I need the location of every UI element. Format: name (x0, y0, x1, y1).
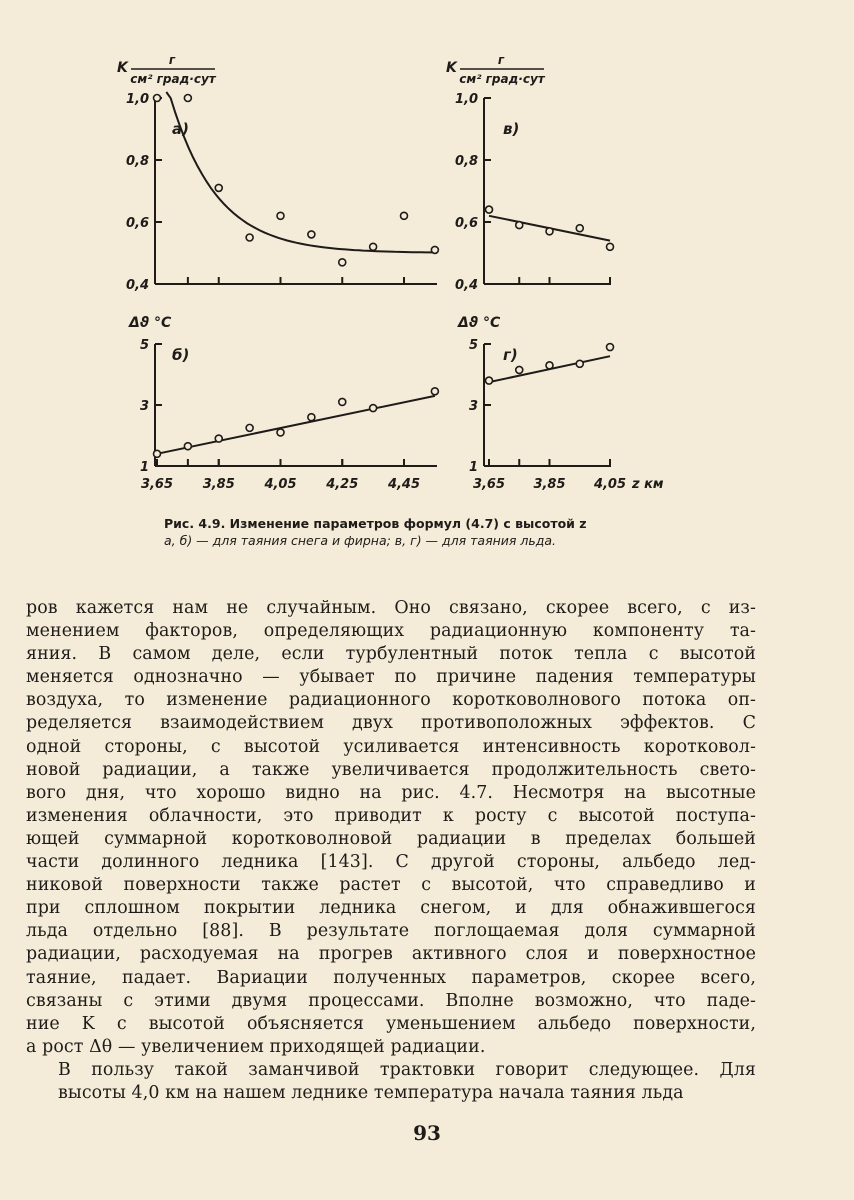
data-point (516, 222, 523, 229)
panel-label: а) (172, 120, 189, 138)
y-unit-numerator: г (497, 53, 505, 67)
text-line: таяние, падает. Вариации полученных параметров, скорее всего, (26, 967, 756, 988)
text-line: меняется однозначно — убывает по причине падения температуры (26, 667, 756, 688)
data-point (246, 424, 253, 431)
text-line: высоты 4,0 км на нашем леднике температура начала таяния льда (58, 1082, 684, 1103)
text-line: радиации, расходуемая на прогрев активного слоя и поверхностное (26, 944, 756, 965)
text-line: В пользу такой заманчивой трактовки говорит следующее. Для (58, 1059, 756, 1080)
data-point (486, 377, 493, 384)
data-point (184, 95, 191, 102)
y-axis-label: Δϑ °C (129, 315, 172, 331)
x-tick-label: 3,65 (140, 477, 174, 492)
x-tick-label: 4,05 (264, 477, 297, 492)
figure-caption (164, 515, 724, 549)
data-point (431, 388, 438, 395)
text-line: ределяется взаимодействием двух противоположных эффектов. С (26, 713, 756, 734)
data-point (546, 228, 553, 235)
y-tick-label: 0,8 (125, 154, 149, 169)
text-line: связаны с этими двумя процессами. Вполне возможно, что паде- (26, 990, 756, 1011)
data-point (215, 184, 222, 191)
data-point (246, 234, 253, 241)
paragraph-2 (26, 1059, 756, 1105)
text-line: льда отдельно [88]. В результате поглощаемая доля суммарной (26, 921, 756, 942)
y-tick-label: 1,0 (125, 92, 149, 107)
text-line: вого дня, что хорошо видно на рис. 4.7. Несмотря на высотные (26, 782, 756, 803)
data-point (339, 259, 346, 266)
text-line: ров кажется нам не случайным. Оно связано, скорее всего, с из- (26, 598, 756, 618)
y-axis-label: K (117, 60, 128, 76)
page-number: 93 (413, 1121, 441, 1145)
caption-title: Рис. 4.9. Изменение параметров формул (4.7) с высотой z (164, 516, 587, 531)
panel-label: б) (172, 346, 190, 364)
text-line: новой радиации, а также увеличивается продолжительность свето- (26, 759, 756, 780)
y-tick-label: 0,4 (125, 278, 149, 293)
data-point (401, 212, 408, 219)
fit-line (157, 396, 435, 454)
y-tick-label: 0,8 (454, 154, 478, 169)
x-tick-label: 4,05 (593, 477, 627, 492)
y-tick-label: 1 (468, 460, 478, 475)
data-point (370, 243, 377, 250)
panel-label: в) (503, 120, 520, 138)
x-tick-label: 4,45 (387, 477, 421, 492)
text-line: а рост Δθ — увеличением приходящей радиации. (26, 1036, 486, 1057)
data-point (154, 95, 161, 102)
data-point (546, 362, 553, 369)
x-tick-label: 3,65 (472, 477, 506, 492)
data-point (277, 429, 284, 436)
data-point (308, 231, 315, 238)
fit-curve (166, 92, 435, 253)
y-tick-label: 0,6 (125, 216, 149, 231)
data-point (486, 206, 493, 213)
data-point (308, 414, 315, 421)
data-point (607, 344, 614, 351)
data-point (215, 435, 222, 442)
x-tick-label: 3,85 (202, 477, 235, 492)
y-tick-label: 5 (468, 338, 478, 353)
body-text (26, 597, 756, 1105)
data-point (154, 450, 161, 457)
x-axis-label: z км (632, 477, 664, 492)
data-point (184, 443, 191, 450)
data-point (431, 246, 438, 253)
text-line: воздуха, то изменение радиационного коротковолнового потока оп- (26, 690, 756, 711)
y-axis-label: K (446, 60, 457, 76)
text-line: никовой поверхности также растет с высотой, что справедливо и (26, 875, 756, 896)
y-unit-denominator: см² град·сут (459, 72, 545, 86)
text-line: одной стороны, с высотой усиливается интенсивность коротковол- (26, 736, 756, 757)
y-tick-label: 1,0 (454, 92, 478, 107)
data-point (576, 360, 583, 367)
text-line: при сплошном покрытии ледника снегом, и для обнажившегося (26, 898, 756, 919)
x-tick-label: 4,25 (326, 477, 359, 492)
text-line: яния. В самом деле, если турбулентный поток тепла с высотой (26, 644, 756, 665)
text-line: менением факторов, определяющих радиационную компоненту та- (26, 621, 756, 642)
y-axis-label: Δϑ °C (458, 315, 501, 331)
data-point (576, 225, 583, 232)
y-unit-numerator: г (168, 53, 176, 67)
y-unit-denominator: см² град·сут (130, 72, 216, 86)
text-line: ние K с высотой объясняется уменьшением альбедо поверхности, (26, 1013, 756, 1034)
y-tick-label: 3 (139, 399, 149, 414)
data-point (277, 212, 284, 219)
y-tick-label: 0,6 (454, 216, 478, 231)
panel-label: г) (503, 346, 518, 364)
caption-subtitle: а, б) — для таяния снега и фирна; в, г) — для таяния льда. (164, 533, 557, 548)
data-point (370, 405, 377, 412)
data-point (339, 398, 346, 405)
data-point (516, 366, 523, 373)
y-tick-label: 1 (139, 460, 149, 475)
x-tick-label: 3,85 (533, 477, 566, 492)
text-line: части долинного ледника [143]. С другой стороны, альбедо лед- (26, 852, 756, 873)
paragraph-1 (26, 597, 756, 1059)
y-tick-label: 3 (468, 399, 478, 414)
text-line: изменения облачности, это приводит к росту с высотой поступа- (26, 805, 756, 826)
y-tick-label: 0,4 (454, 278, 478, 293)
y-tick-label: 5 (139, 338, 149, 353)
data-point (607, 243, 614, 250)
text-line: ющей суммарной коротковолновой радиации в пределах большей (26, 828, 756, 849)
